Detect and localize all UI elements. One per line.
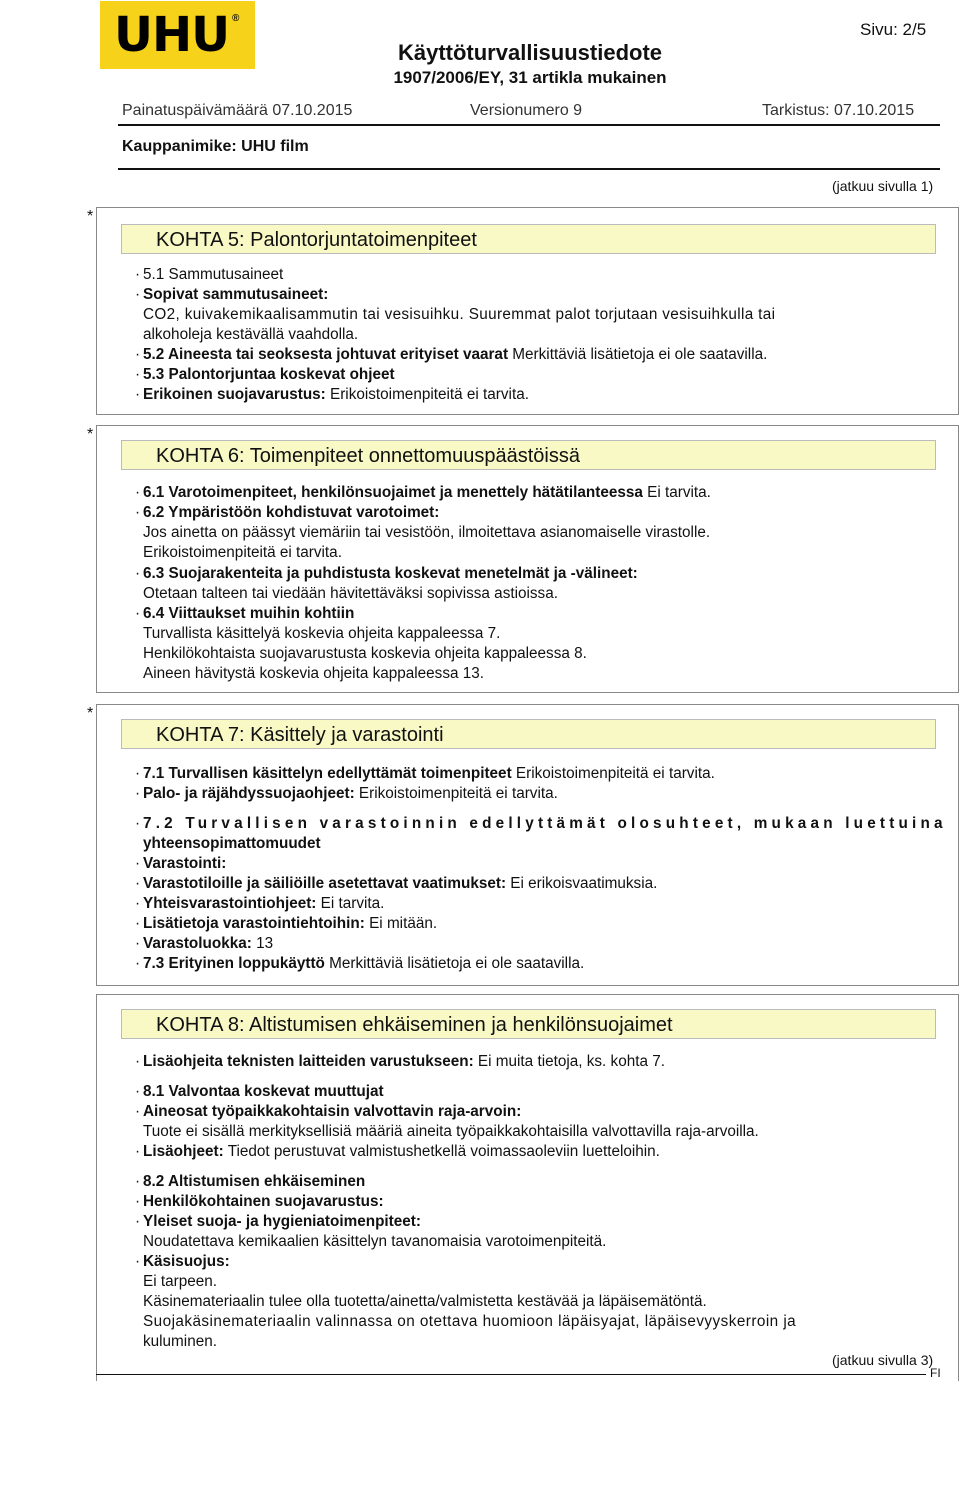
s6-text-62b: Erikoistoimenpiteitä ei tarvita. xyxy=(143,544,342,561)
section-7-title: KOHTA 7: Käsittely ja varastointi xyxy=(121,719,936,749)
uhu-logo xyxy=(100,1,255,69)
revision-date: Tarkistus: 07.10.2015 xyxy=(762,102,915,119)
s7-heading-73: 7.3 Erityinen loppukäyttö xyxy=(143,955,325,972)
change-marker: * xyxy=(87,208,94,225)
section-6-title: KOHTA 6: Toimenpiteet onnettomuuspäästöissä xyxy=(121,440,936,470)
s8-hand-text-3: Suojakäsinemateriaalin valinnassa on otettava huomioon läpäisyajat, läpäisevyyskerroin ja xyxy=(143,1313,797,1330)
s7-storage-class-value: 13 xyxy=(251,935,274,952)
s5-heading-52: 5.2 Aineesta tai seoksesta johtuvat erityiset vaarat xyxy=(143,346,509,363)
s6-text-61: Ei tarvita. xyxy=(642,484,711,501)
s8-technical-text: Ei muita tietoja, ks. kohta 7. xyxy=(473,1053,665,1070)
s5-text-52: Merkittäviä lisätietoja ei ole saatavilla. xyxy=(508,346,768,363)
s8-technical-label: Lisäohjeita teknisten laitteiden varustukseen: xyxy=(143,1053,474,1070)
change-marker: * xyxy=(87,705,94,722)
header-rule xyxy=(118,124,940,126)
logo-text: UHU xyxy=(114,7,230,63)
s6-heading-63: 6.3 Suojarakenteita ja puhdistusta koskevat menetelmät ja -välineet: xyxy=(143,565,638,582)
s8-hand-text-4: kuluminen. xyxy=(143,1333,217,1350)
language-code: FI xyxy=(930,1366,941,1380)
s7-fire-text: Erikoistoimenpiteitä ei tarvita. xyxy=(354,785,558,802)
s7-storage-class-label: Varastoluokka: xyxy=(143,935,252,952)
s6-heading-62: 6.2 Ympäristöön kohdistuvat varotoimet: xyxy=(143,504,440,521)
s5-heading-51: 5.1 Sammutusaineet xyxy=(143,266,284,283)
s7-joint-storage-label: Yhteisvarastointiohjeet: xyxy=(143,895,317,912)
s7-heading-72: 7.2 Turvallisen varastoinnin edellyttämät olosuhteet, mukaan luettuina xyxy=(143,815,947,832)
s7-further-info-text: Ei mitään. xyxy=(364,915,438,932)
s8-heading-81: 8.1 Valvontaa koskevat muuttujat xyxy=(143,1083,384,1100)
s8-limit-values-label: Aineosat työpaikkakohtaisin valvottavin raja-arvoin: xyxy=(143,1103,522,1120)
s6-text-64b: Henkilökohtaista suojavarustusta koskevia ohjeita kappaleessa 8. xyxy=(143,645,587,662)
continued-to: (jatkuu sivulla 3) xyxy=(832,1352,934,1368)
s6-heading-64: 6.4 Viittaukset muihin kohtiin xyxy=(143,605,355,622)
s7-text-71: Erikoistoimenpiteitä ei tarvita. xyxy=(511,765,715,782)
section-8-title: KOHTA 8: Altistumisen ehkäiseminen ja henkilönsuojaimet xyxy=(121,1009,936,1039)
s7-further-info-label: Lisätietoja varastointiehtoihin: xyxy=(143,915,365,932)
trade-rule xyxy=(118,168,940,170)
s7-joint-storage-text: Ei tarvita. xyxy=(316,895,385,912)
s5-heading-53: 5.3 Palontorjuntaa koskevat ohjeet xyxy=(143,366,395,383)
s7-requirements-text: Ei erikoisvaatimuksia. xyxy=(506,875,658,892)
s5-text-1: CO2, kuivakemikaalisammutin tai vesisuihku. Suuremmat palot torjutaan vesisuihkulla tai xyxy=(143,306,776,323)
s8-hand-protection-label: Käsisuojus: xyxy=(143,1253,230,1270)
s8-hand-text-1: Ei tarpeen. xyxy=(143,1273,217,1290)
s8-heading-82: 8.2 Altistumisen ehkäiseminen xyxy=(143,1173,366,1190)
s5-text-2: alkoholeja kestävällä vaahdolla. xyxy=(143,326,359,343)
s7-requirements-label: Varastotiloille ja säiliöille asetettavat vaatimukset: xyxy=(143,875,507,892)
s5-equipment-text: Erikoistoimenpiteitä ei tarvita. xyxy=(325,386,529,403)
s6-text-64c: Aineen hävitystä koskevia ohjeita kappaleessa 13. xyxy=(143,665,484,682)
s8-hygiene-text: Noudatettava kemikaalien käsittelyn tavanomaisia varotoimenpiteitä. xyxy=(143,1233,607,1250)
footer-rule xyxy=(96,1374,926,1375)
s8-ppe-label: Henkilökohtainen suojavarustus: xyxy=(143,1193,384,1210)
s8-limit-values-text: Tuote ei sisällä merkityksellisiä määriä aineita työpaikkakohtaisilla valvottavilla raja-arvoilla. xyxy=(143,1123,759,1140)
s6-text-63: Otetaan talteen tai viedään hävitettäväksi sopivissa astioissa. xyxy=(143,585,558,602)
s5-equipment-label: Erikoinen suojavarustus: xyxy=(143,386,326,403)
s7-text-73: Merkittäviä lisätietoja ei ole saatavilla. xyxy=(324,955,585,972)
continued-from: (jatkuu sivulla 1) xyxy=(832,178,934,194)
s8-additional-label: Lisäohjeet: xyxy=(143,1143,224,1160)
section-7: * KOHTA 7: Käsittely ja varastointi · 7.1 Turvallisen käsittelyn edellyttämät toimenpiteet Erikoistoimenpiteitä ei tarvita. · Palo- ja räjähdyssuojaohjeet: Erikoistoimenpiteitä ei tarvita. · 7.2 Turvallisen varastoinnin edellyttämät olosuhteet, mukaan luettuina yhteensopimattomuudet · Varastointi: · Varastotiloille ja säiliöille asetettavat vaatimukset: Ei erikoisvaatimuksia. · Yhteisvarastointiohjeet: Ei tarvita. · Lisätietoja varastointiehtoihin: Ei mitään. · Varastoluokka: 13 · 7.3 Erityinen loppukäyttö Merkittäviä lisätietoja ei ole saatavilla. xyxy=(96,704,959,986)
document-subtitle: 1907/2006/EY, 31 artikla mukainen xyxy=(393,68,667,87)
s6-text-64a: Turvallista käsittelyä koskevia ohjeita kappaleessa 7. xyxy=(143,625,501,642)
s7-storage-label: Varastointi: xyxy=(143,855,227,872)
change-marker: * xyxy=(87,426,94,443)
s8-hand-text-2: Käsinemateriaalin tulee olla tuotetta/ainetta/valmistetta kestävää ja läpäisemätöntä. xyxy=(143,1293,707,1310)
section-8: KOHTA 8: Altistumisen ehkäiseminen ja henkilönsuojaimet · Lisäohjeita teknisten laitteiden varustukseen: Ei muita tietoja, ks. kohta 7. · 8.1 Valvontaa koskevat muuttujat · Aineosat työpaikkakohtaisin valvottavin raja-arvoin: Tuote ei sisällä merkityksellisiä määriä aineita työpaikkakohtaisilla valvottavilla raja-arvoilla. · Lisäohjeet: Tiedot perustuvat valmistushetkellä voimassaoleviin luetteloihin. · 8.2 Altistumisen ehkäiseminen · Henkilökohtainen suojavarustus: · Yleiset suoja- ja hygieniatoimenpiteet: Noudatettava kemikaalien käsittelyn tavanomaisia varotoimenpiteitä. · Käsisuojus: Ei tarpeen. Käsinemateriaalin tulee olla tuotetta/ainetta/valmistetta kestävää ja läpäisemätöntä. Suojakäsinemateriaalin valinnassa on otettava huomioon läpäisyajat, läpäisevyyskerroin ja kuluminen. xyxy=(96,994,959,1381)
trade-name: Kauppanimike: UHU film xyxy=(122,138,309,155)
registered-mark: ® xyxy=(232,13,240,24)
section-5-title: KOHTA 5: Palontorjuntatoimenpiteet xyxy=(121,224,936,254)
s8-hygiene-label: Yleiset suoja- ja hygieniatoimenpiteet: xyxy=(143,1213,421,1230)
version-number: Versionumero 9 xyxy=(470,102,583,119)
print-date: Painatuspäivämäärä 07.10.2015 xyxy=(122,102,353,119)
s7-fire-label: Palo- ja räjähdyssuojaohjeet: xyxy=(143,785,355,802)
s5-suitable-label: Sopivat sammutusaineet: xyxy=(143,286,329,303)
s6-text-62a: Jos ainetta on päässyt viemäriin tai vesistöön, ilmoitettava asianomaiselle virastolle. xyxy=(143,524,711,541)
section-6: * KOHTA 6: Toimenpiteet onnettomuuspäästöissä · 6.1 Varotoimenpiteet, henkilönsuojaimet ja menettely hätätilanteessa Ei tarvita. · 6.2 Ympäristöön kohdistuvat varotoimet: Jos ainetta on päässyt viemäriin tai vesistöön, ilmoitettava asianomaiselle virastolle. Erikoistoimenpiteitä ei tarvita. · 6.3 Suojarakenteita ja puhdistusta koskevat menetelmät ja -välineet: Otetaan talteen tai viedään hävitettäväksi sopivissa astioissa. · 6.4 Viittaukset muihin kohtiin Turvallista käsittelyä koskevia ohjeita kappaleessa 7. Henkilökohtaista suojavarustusta koskevia ohjeita kappaleessa 8. Aineen hävitystä koskevia ohjeita kappaleessa 13. xyxy=(96,425,959,693)
s7-heading-71: 7.1 Turvallisen käsittelyn edellyttämät toimenpiteet xyxy=(143,765,512,782)
s6-heading-61: 6.1 Varotoimenpiteet, henkilönsuojaimet ja menettely hätätilanteessa xyxy=(143,484,643,501)
s8-additional-text: Tiedot perustuvat valmistushetkellä voimassaoleviin luetteloihin. xyxy=(223,1143,660,1160)
section-5: * KOHTA 5: Palontorjuntatoimenpiteet · 5.1 Sammutusaineet · Sopivat sammutusaineet: CO2, kuivakemikaalisammutin tai vesisuihku. Suuremmat palot torjutaan vesisuihkulla tai alkoholeja kestävällä vaahdolla. · 5.2 Aineesta tai seoksesta johtuvat erityiset vaarat Merkittäviä lisätietoja ei ole saatavilla. · 5.3 Palontorjuntaa koskevat ohjeet · Erikoinen suojavarustus: Erikoistoimenpiteitä ei tarvita. xyxy=(96,207,959,415)
page-number: Sivu: 2/5 xyxy=(860,20,927,39)
document-title: Käyttöturvallisuustiedote xyxy=(397,40,663,65)
s7-heading-72-cont: yhteensopimattomuudet xyxy=(143,835,321,852)
